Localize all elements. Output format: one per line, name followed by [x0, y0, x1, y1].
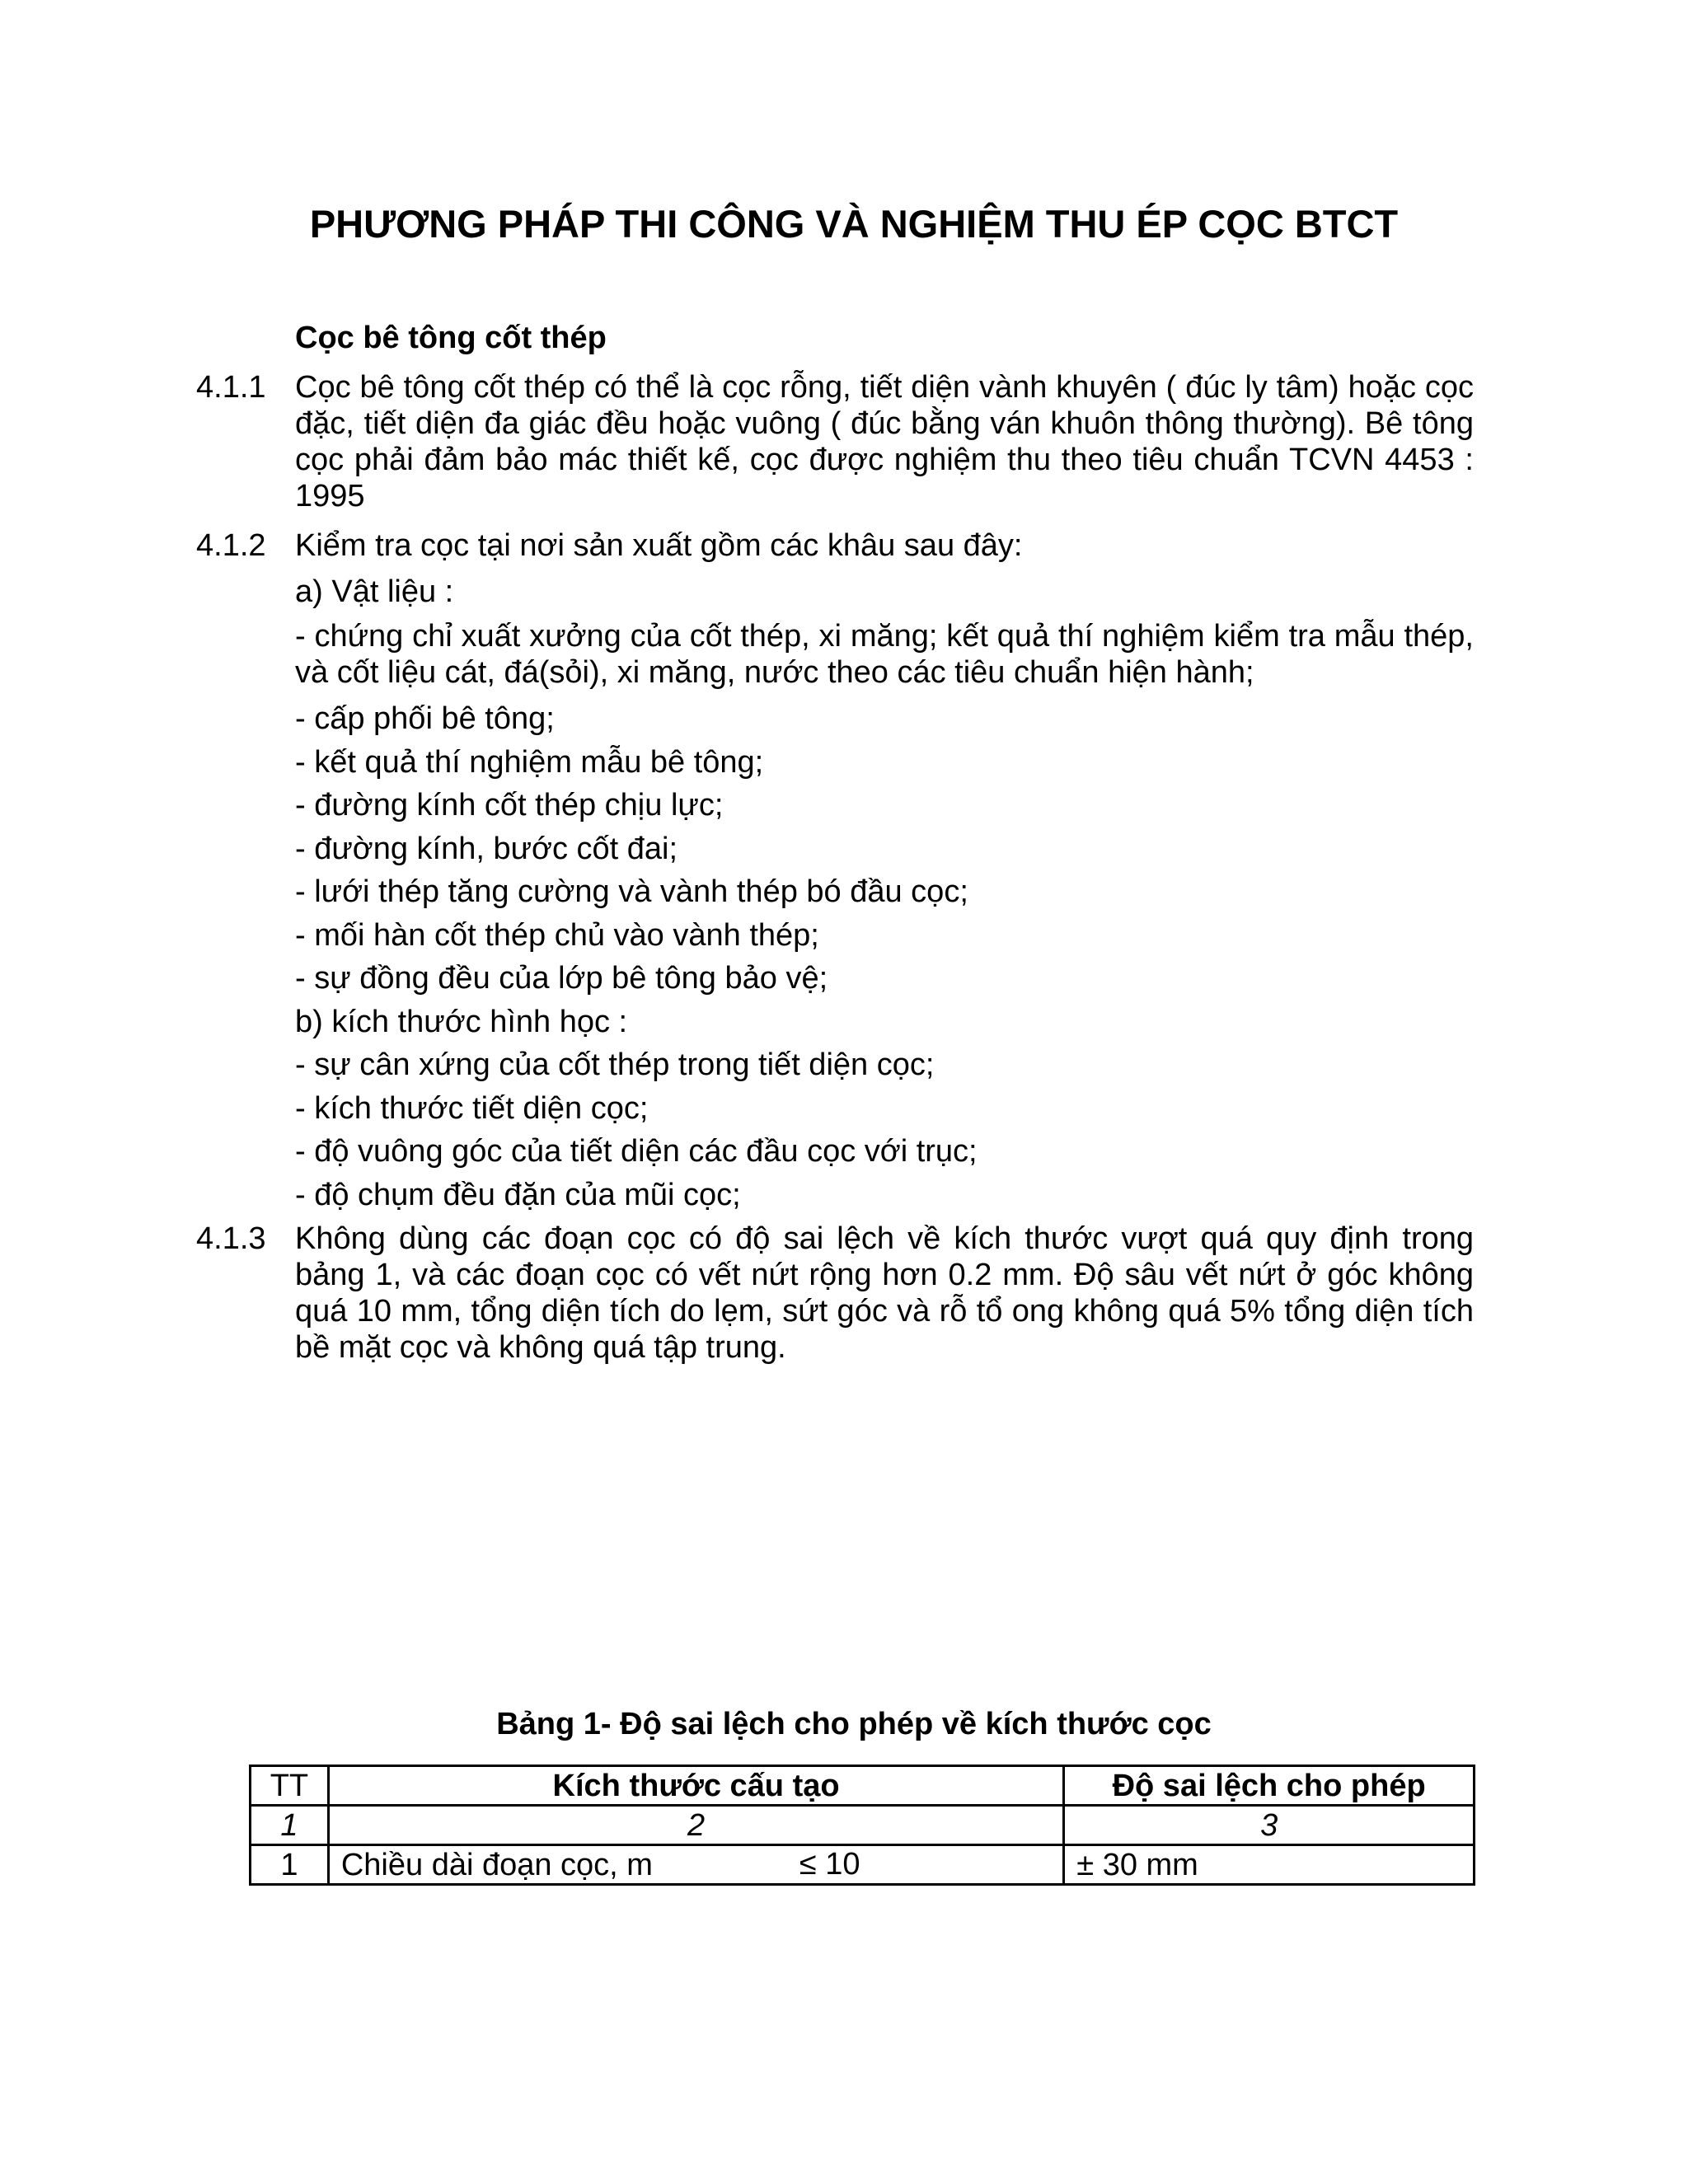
table-header-row [251, 1766, 1475, 1806]
row-tolerance: ± 30 mm [1064, 1845, 1475, 1885]
checklist-heading-geometry: b) kích thước hình học : [295, 1005, 628, 1039]
clause-text: Cọc bê tông cốt thép có thể là cọc rỗng, tiết diện vành khuyên ( đúc ly tâm) hoặc cọc đặc, tiết diện đa giác đều hoặc vuông ( đúc bằng ván khuôn thông thường). Bê tông cọc phải đảm bảo mác thiết kế, cọc được nghiệm thu theo tiêu chuẩn TCVN 4453 : 1995 [295, 370, 1474, 513]
size-limit: ≤ 10 [799, 1847, 860, 1882]
checklist-item: - lưới thép tăng cường và vành thép bó đầu cọc; [295, 874, 968, 909]
row-size [328, 1845, 1063, 1885]
checklist-item: - độ vuông góc của tiết diện các đầu cọc với trục; [295, 1134, 978, 1169]
index-cell: 2 [328, 1806, 1063, 1845]
clause-number: 4.1.3 [196, 1221, 266, 1256]
clause-4-1-1 [196, 369, 1474, 514]
checklist-item: - sự đồng đều của lớp bê tông bảo vệ; [295, 961, 828, 996]
clause-text: Không dùng các đoạn cọc có độ sai lệch về kích thước vượt quá quy định trong bảng 1, và các đoạn cọc có vết nứt rộng hơn 0.2 mm. Độ sâu vết nứt ở góc không quá 10 mm, tổng diện tích do lẹm, sứt góc và rỗ tổ ong không quá 5% tổng diện tích bề mặt cọc và không quá tập trung. [295, 1221, 1474, 1365]
clause-number: 4.1.2 [196, 528, 266, 563]
checklist-item: - đường kính, bước cốt đai; [295, 832, 678, 866]
tolerance-table [249, 1765, 1475, 1886]
checklist-heading-materials: a) Vật liệu : [295, 574, 454, 609]
clause-text: Kiểm tra cọc tại nơi sản xuất gồm các khâu sau đây: [295, 528, 1023, 563]
size-label: Chiều dài đoạn cọc, m [340, 1847, 653, 1882]
header-size: Kích thước cấu tạo [328, 1766, 1063, 1806]
header-tt: TT [251, 1766, 329, 1806]
checklist-item: - chứng chỉ xuất xưởng của cốt thép, xi măng; kết quả thí nghiệm kiểm tra mẫu thép, và cốt liệu cát, đá(sỏi), xi măng, nước theo các tiêu chuẩn hiện hành; [295, 619, 1474, 690]
table-index-row [251, 1806, 1475, 1845]
row-tt: 1 [251, 1845, 329, 1885]
section-heading: Cọc bê tông cốt thép [295, 321, 607, 355]
index-cell: 3 [1064, 1806, 1475, 1845]
checklist-item: - mối hàn cốt thép chủ vào vành thép; [295, 918, 819, 953]
checklist-item: - đường kính cốt thép chịu lực; [295, 788, 724, 823]
clause-number: 4.1.1 [196, 370, 266, 405]
page-title: PHƯƠNG PHÁP THI CÔNG VÀ NGHIỆM THU ÉP CỌC BTCT [309, 202, 1399, 246]
checklist-item: - kích thước tiết diện cọc; [295, 1091, 649, 1126]
header-tolerance: Độ sai lệch cho phép [1064, 1766, 1475, 1806]
table-row [251, 1845, 1475, 1885]
clause-4-1-3 [196, 1221, 1474, 1366]
checklist-item: - kết quả thí nghiệm mẫu bê tông; [295, 745, 764, 780]
clause-4-1-2 [196, 527, 1474, 564]
table-caption: Bảng 1- Độ sai lệch cho phép về kích thước cọc [496, 1707, 1212, 1741]
checklist-item: - độ chụm đều đặn của mũi cọc; [295, 1178, 741, 1212]
checklist-item: - cấp phối bê tông; [295, 701, 555, 736]
checklist-item: - sự cân xứng của cốt thép trong tiết diện cọc; [295, 1047, 935, 1082]
index-cell: 1 [251, 1806, 329, 1845]
